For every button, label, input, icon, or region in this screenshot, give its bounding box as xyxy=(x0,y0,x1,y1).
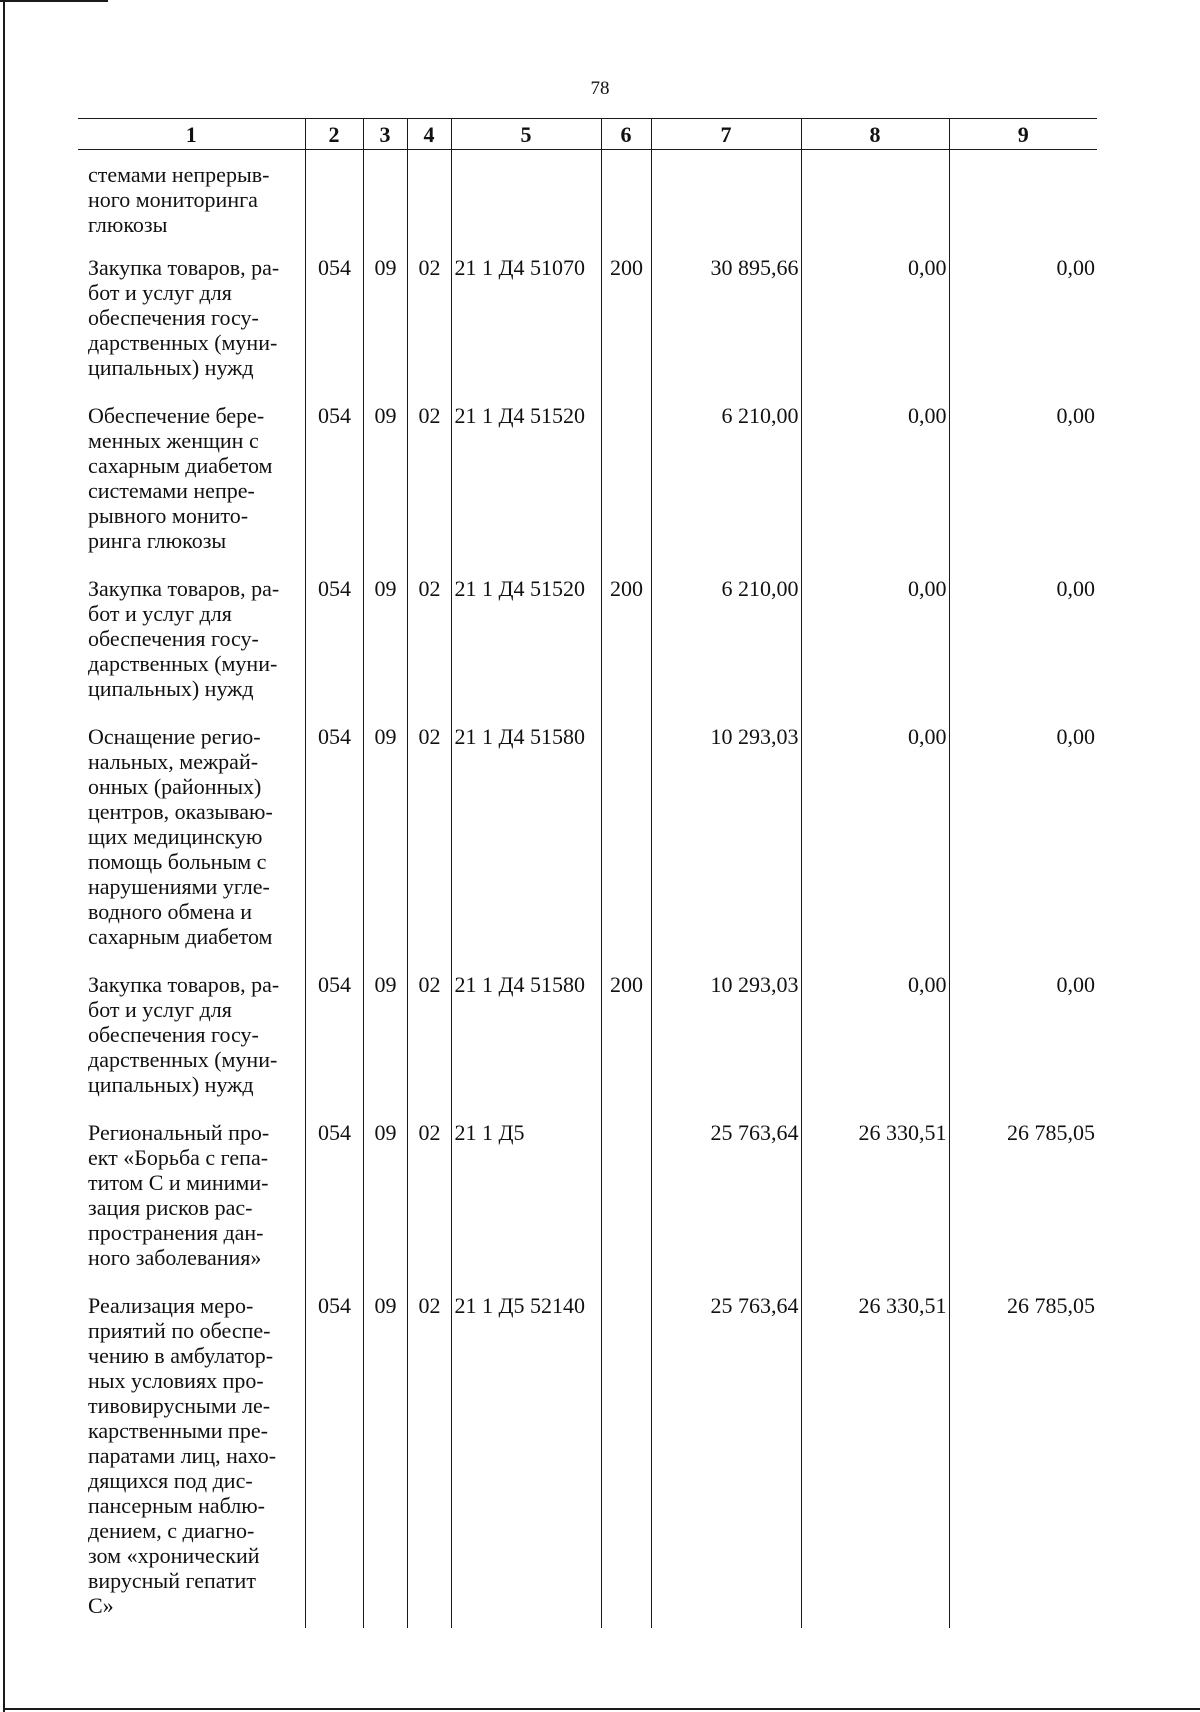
amount-year-3: 26 785,05 xyxy=(949,1112,1097,1285)
subsection-code: 02 xyxy=(407,395,451,568)
target-article-code xyxy=(451,150,601,248)
page-frame-top xyxy=(0,0,108,2)
header-col-5: 5 xyxy=(451,119,601,150)
amount-year-1: 6 210,00 xyxy=(651,568,801,716)
target-article-code: 21 1 Д4 51520 xyxy=(451,568,601,716)
table-row xyxy=(78,568,1097,716)
subsection-code xyxy=(407,150,451,248)
header-col-7: 7 xyxy=(651,119,801,150)
table-row xyxy=(78,150,1097,248)
expense-type-code: 200 xyxy=(601,568,651,716)
target-article-code: 21 1 Д5 52140 xyxy=(451,1285,601,1628)
section-code: 09 xyxy=(363,247,407,395)
target-article-code: 21 1 Д4 51580 xyxy=(451,716,601,964)
target-article-code: 21 1 Д4 51520 xyxy=(451,395,601,568)
header-col-1: 1 xyxy=(78,119,305,150)
table-row xyxy=(78,1112,1097,1285)
amount-year-3 xyxy=(949,150,1097,248)
amount-year-2: 0,00 xyxy=(801,568,949,716)
header-col-8: 8 xyxy=(801,119,949,150)
section-code: 09 xyxy=(363,1112,407,1285)
subsection-code: 02 xyxy=(407,568,451,716)
amount-year-1: 25 763,64 xyxy=(651,1112,801,1285)
section-code: 09 xyxy=(363,716,407,964)
section-code: 09 xyxy=(363,964,407,1112)
section-code: 09 xyxy=(363,395,407,568)
subsection-code: 02 xyxy=(407,964,451,1112)
header-row xyxy=(78,119,1097,150)
budget-table xyxy=(78,118,1097,1628)
expense-type-code: 200 xyxy=(601,964,651,1112)
amount-year-1: 30 895,66 xyxy=(651,247,801,395)
amount-year-2: 26 330,51 xyxy=(801,1112,949,1285)
row-name: Обеспечение бере- менных женщин с сахарным диабетом системами непре- рывного монито- ринга глюкозы xyxy=(88,403,273,553)
table-row xyxy=(78,716,1097,964)
row-name: Оснащение регио- нальных, межрай- онных (районных) центров, оказываю- щих медицинскую помощь больным с нарушениями угле- водного обмена и сахарным диабетом xyxy=(88,724,273,949)
amount-year-3: 0,00 xyxy=(949,395,1097,568)
row-name: Закупка товаров, ра- бот и услуг для обеспечения госу- дарственных (муни- ципальных) нужд xyxy=(88,972,280,1097)
grbs-code: 054 xyxy=(305,395,363,568)
header-col-2: 2 xyxy=(305,119,363,150)
amount-year-1: 10 293,03 xyxy=(651,716,801,964)
row-name: Закупка товаров, ра- бот и услуг для обеспечения госу- дарственных (муни- ципальных) нужд xyxy=(88,576,280,701)
expense-type-code xyxy=(601,1285,651,1628)
row-name: Закупка товаров, ра- бот и услуг для обеспечения госу- дарственных (муни- ципальных) нужд xyxy=(88,255,280,380)
row-name: Региональный про- ект «Борьба с гепа- титом С и миними- зация рисков рас- пространения дан- ного заболевания» xyxy=(88,1120,270,1270)
header-col-6: 6 xyxy=(601,119,651,150)
target-article-code: 21 1 Д5 xyxy=(451,1112,601,1285)
subsection-code: 02 xyxy=(407,1285,451,1628)
header-col-9: 9 xyxy=(949,119,1097,150)
amount-year-2: 26 330,51 xyxy=(801,1285,949,1628)
target-article-code: 21 1 Д4 51580 xyxy=(451,964,601,1112)
table-row xyxy=(78,964,1097,1112)
amount-year-1: 10 293,03 xyxy=(651,964,801,1112)
expense-type-code xyxy=(601,716,651,964)
amount-year-3: 0,00 xyxy=(949,716,1097,964)
amount-year-2 xyxy=(801,150,949,248)
amount-year-3: 0,00 xyxy=(949,964,1097,1112)
expense-type-code xyxy=(601,395,651,568)
amount-year-2: 0,00 xyxy=(801,247,949,395)
row-name: стемами непрерыв- ного мониторинга глюкозы xyxy=(88,162,270,237)
section-code: 09 xyxy=(363,1285,407,1628)
subsection-code: 02 xyxy=(407,716,451,964)
amount-year-2: 0,00 xyxy=(801,964,949,1112)
amount-year-2: 0,00 xyxy=(801,395,949,568)
grbs-code: 054 xyxy=(305,247,363,395)
header-col-4: 4 xyxy=(407,119,451,150)
expense-type-code xyxy=(601,150,651,248)
table-row xyxy=(78,395,1097,568)
row-name: Реализация меро- приятий по обеспе- чению в амбулатор- ных условиях про- тивовирусными ле- карственными пре- паратами лиц, нахо- дящихся под дис- пансерным наблю- дением, с диагно- зом «хронический вирусный гепатит С» xyxy=(88,1293,277,1618)
expense-type-code xyxy=(601,1112,651,1285)
table-row xyxy=(78,1285,1097,1628)
grbs-code: 054 xyxy=(305,964,363,1112)
table-row xyxy=(78,247,1097,395)
amount-year-3: 26 785,05 xyxy=(949,1285,1097,1628)
section-code: 09 xyxy=(363,568,407,716)
section-code xyxy=(363,150,407,248)
subsection-code: 02 xyxy=(407,1112,451,1285)
expense-type-code: 200 xyxy=(601,247,651,395)
header-col-3: 3 xyxy=(363,119,407,150)
target-article-code: 21 1 Д4 51070 xyxy=(451,247,601,395)
page-frame-left xyxy=(3,0,5,1712)
amount-year-3: 0,00 xyxy=(949,247,1097,395)
amount-year-1: 25 763,64 xyxy=(651,1285,801,1628)
page-number: 78 xyxy=(590,78,610,99)
grbs-code: 054 xyxy=(305,716,363,964)
amount-year-1: 6 210,00 xyxy=(651,395,801,568)
grbs-code: 054 xyxy=(305,1112,363,1285)
amount-year-1 xyxy=(651,150,801,248)
subsection-code: 02 xyxy=(407,247,451,395)
grbs-code xyxy=(305,150,363,248)
grbs-code: 054 xyxy=(305,1285,363,1628)
amount-year-3: 0,00 xyxy=(949,568,1097,716)
amount-year-2: 0,00 xyxy=(801,716,949,964)
grbs-code: 054 xyxy=(305,568,363,716)
page-frame-bottom xyxy=(3,1708,1200,1710)
